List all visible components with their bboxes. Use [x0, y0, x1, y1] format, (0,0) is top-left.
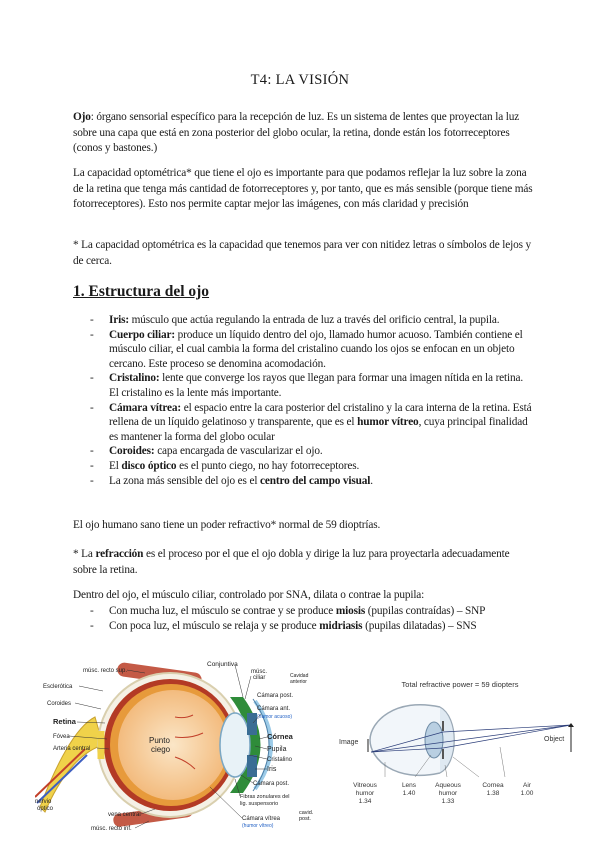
refraccion-footnote: [73, 547, 533, 578]
eye-cross-section: [370, 705, 454, 776]
list-item: - Iris: músculo que actúa regulando la entrada de luz a través del orificio central, la pupila.: [90, 314, 500, 326]
list-item-text: , cuya principal finalidad es mantener la forma del globo ocular: [109, 416, 528, 443]
list-item: - La zona más sensible del ojo es el centro del campo visual.: [90, 474, 373, 487]
list-item-text: .: [370, 474, 373, 487]
footnote-capacidad: * La capacidad optométrica es la capacidad que tenemos para ver con nitidez letras o símbolos de lejos y de cerca.: [73, 239, 532, 267]
refraccion-term: refracción: [95, 548, 144, 560]
lens-ellipse: [425, 722, 443, 758]
intro-paragraph: [73, 110, 533, 157]
label-musc-ciliar-2: ciliar: [253, 675, 266, 681]
label-fovea: Fóvea: [53, 734, 70, 740]
list-item-text: es el punto ciego, no hay fotorreceptores.: [176, 459, 360, 472]
label-humor-acuoso: (humor acuoso): [257, 714, 293, 720]
list-item-text: lente que converge los rayos que llegan para formar una imagen nítida en la retina. El cristalino es la lente más importante.: [109, 372, 524, 399]
list-item-prefix: El: [109, 459, 122, 472]
list-item-term: Cámara vítrea:: [109, 401, 182, 414]
label-pupila: Pupila: [267, 746, 287, 753]
label-fibras-2: lig. suspensorio: [240, 801, 279, 807]
label-musc-recto-inf: músc. recto inf.: [91, 826, 132, 832]
label-conjuntiva: Conjuntiva: [207, 661, 238, 668]
media-labels: [353, 782, 534, 805]
list-item-text: el espacio entre la cara posterior del cristalino y la cara interna de la retina. Está rellena de un líquido gelatinoso y transparente, que es el: [109, 401, 532, 429]
refraccion-text: es el proceso por el que el ojo dobla y dirige la luz para proyectarla adecuadamente sobre la retina.: [73, 548, 510, 576]
label-musc-ciliar-1: músc.: [251, 669, 268, 675]
vitreous-shape: [118, 690, 228, 800]
label-cavidad-anterior-2: anterior: [290, 679, 307, 685]
list-item-term: Cristalino:: [109, 372, 160, 385]
list-item: - Con poca luz, el músculo se relaja y se produce midriasis (pupilas dilatadas) – SNS: [90, 619, 477, 632]
medium-name-2: humor: [438, 790, 458, 797]
list-item-term: Cuerpo ciliar:: [109, 328, 175, 341]
label-cavidad-post-1: cavid.: [299, 810, 314, 816]
list-item-text: (pupilas contraídas) – SNP: [365, 605, 486, 617]
medium-name-2: humor: [355, 790, 375, 797]
medium-index: 1.34: [358, 798, 372, 805]
label-camara-vitrea: Cámara vítrea: [242, 816, 281, 822]
label-camara-post: Cámara post.: [257, 693, 294, 699]
list-item-prefix: Con poca luz, el músculo se relaja y se produce: [109, 619, 320, 632]
list-item: - El disco óptico es el punto ciego, no hay fotorreceptores.: [90, 459, 360, 472]
list-item-term: Iris:: [109, 314, 129, 326]
list-item-term: centro del campo visual: [259, 474, 371, 487]
refraction-title: Total refractive power = 59 diopters: [401, 680, 519, 689]
refraction-diagram: [335, 677, 585, 817]
section-heading: 1. Estructura del ojo: [73, 283, 210, 300]
list-item: - Coroides: capa encargada de vascularizar el ojo.: [90, 445, 323, 458]
list-item-text: músculo que actúa regulando la entrada de luz a través del orificio central, la pupila.: [128, 314, 500, 326]
list-item-term: humor vítreo: [357, 416, 419, 429]
pupil-list: [90, 604, 530, 633]
medium-name: Cornea: [482, 782, 504, 789]
optic-nerve-shape: [40, 717, 103, 812]
list-item: - Cámara vítrea: el espacio entre la cara posterior del cristalino y la cara interna de la retina. Está rellena de un líquido gelatinoso y transparente, que es el humor vítreo, cuya principal finalidad es mantener la forma del globo ocular: [90, 401, 532, 443]
central-artery-line: [35, 749, 85, 797]
list-item-text: capa encargada de vascularizar el ojo.: [154, 445, 323, 458]
label-punto-ciego-2: ciego: [151, 745, 171, 754]
eye-anatomy-figure: [35, 657, 335, 833]
list-item-text: (pupilas dilatadas) – SNS: [362, 619, 477, 632]
label-cavidad-anterior-1: Cavidad: [290, 673, 309, 679]
list-item-term: disco óptico: [121, 459, 177, 472]
label-humor-vitreo: (humor vítreo): [242, 823, 274, 829]
label-cornea: Córnea: [267, 732, 293, 741]
label-arteria-central: Arteria central: [53, 746, 91, 752]
object-label: Object: [544, 736, 565, 743]
label-cavidad-post-2: post.: [299, 816, 311, 822]
medium-name: Lens: [401, 782, 417, 789]
label-nervio-optico-1: nervio: [35, 799, 52, 805]
medium-name: Vitreous: [353, 782, 377, 789]
label-cristalino: Cristalino: [267, 757, 293, 763]
image-label: Image: [339, 739, 359, 746]
label-coroides: Coroides: [47, 701, 72, 707]
medium-index: 1.40: [402, 790, 416, 797]
page-title: T4: LA VISIÓN: [250, 72, 350, 88]
list-item: - Cristalino: lente que converge los rayos que llegan para formar una imagen nítida en la retina. El cristalino es la lente más importante.: [90, 372, 524, 399]
label-esclerotica: Esclerótica: [43, 684, 73, 690]
refractive-power-paragraph: El ojo humano sano tiene un poder refractivo* normal de 59 dioptrías.: [73, 519, 381, 531]
label-vena-central: vena central: [108, 812, 141, 818]
ojo-definition: : órgano sensorial específico para la recepción de luz. Es un sistema de lentes que proyectan la luz sobre una capa que está en zona posterior del globo ocular, la retina, donde están los fotorreceptores (conos y bastones.): [73, 111, 520, 155]
lens-shape: [220, 713, 250, 777]
list-item-prefix: La zona más sensible del ojo es el: [109, 474, 260, 487]
capacidad-paragraph: La capacidad optométrica* que tiene el ojo es importante para que podamos reflejar la luz sobre la zona de la retina que tenga más cantidad de fotorreceptores y, por tanto, que es más sensible (porque tiene más fotorreceptores). Esto nos permite captar mejor las imágenes, con más claridad y precisión: [73, 167, 533, 211]
list-item: - Cuerpo ciliar: produce un líquido dentro del ojo, llamado humor acuoso. También contiene el músculo ciliar, el cual cambia la forma del cristalino cuando los ojos se enfocan en un objeto cercano. Este proceso se denomina acomodación.: [90, 328, 523, 370]
list-item-term: midriasis: [319, 619, 363, 632]
label-musc-recto-sup: músc. recto sup.: [83, 668, 128, 674]
label-camara-ant: Cámara ant.: [257, 706, 291, 712]
label-camara-post-2: Cámara post.: [253, 781, 290, 787]
medium-index: 1.38: [486, 790, 500, 797]
medium-name: Aqueous: [435, 782, 461, 789]
list-item-term: Coroides:: [109, 445, 155, 458]
structure-list: [90, 313, 535, 488]
label-fibras-1: Fibras zonulares del: [240, 794, 290, 800]
pupil-intro: Dentro del ojo, el músculo ciliar, controlado por SNA, dilata o contrae la pupila:: [73, 589, 425, 601]
medium-index: 1.00: [520, 790, 534, 797]
list-item-text: produce un líquido dentro del ojo, llamado humor acuoso. También contiene el músculo ciliar, el cual cambia la forma del cristalino cuando los ojos se enfocan en un objeto cercano. Este proceso se denomina acomodación.: [109, 328, 523, 370]
list-item: - Con mucha luz, el músculo se contrae y se produce miosis (pupilas contraídas) – SNP: [90, 605, 486, 617]
label-retina: Retina: [53, 717, 76, 726]
ojo-term: Ojo: [73, 111, 91, 123]
medium-name: Air: [523, 782, 531, 789]
label-punto-ciego-1: Punto: [149, 736, 170, 745]
refraccion-prefix: * La: [73, 548, 96, 560]
label-nervio-optico-2: óptico: [37, 806, 54, 812]
label-iris: Iris: [267, 766, 277, 773]
medium-index: 1.33: [441, 798, 455, 805]
list-item-term: miosis: [335, 605, 366, 617]
list-item-prefix: Con mucha luz, el músculo se contrae y se produce: [109, 605, 336, 617]
